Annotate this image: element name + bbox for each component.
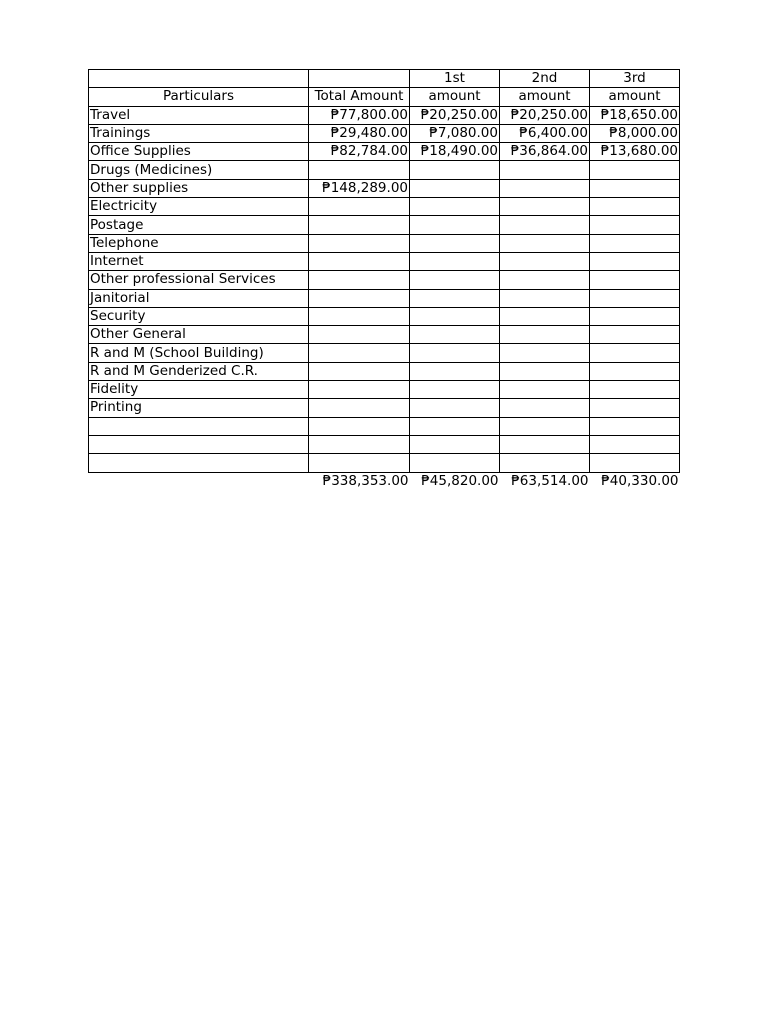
first-total-cell: ₱45,820.00 — [421, 472, 499, 489]
table-row — [89, 161, 680, 179]
total-amount-cell: ₱29,480.00 — [309, 124, 410, 142]
total-amount-cell — [309, 252, 410, 270]
particular-cell: R and M (School Building) — [89, 344, 309, 362]
header-cell — [309, 70, 410, 88]
total-amount-cell — [309, 161, 410, 179]
first-amount-cell — [410, 252, 500, 270]
table-row — [89, 454, 680, 472]
total-amount-cell — [309, 435, 410, 453]
particular-cell: Trainings — [89, 124, 309, 142]
total-amount-cell — [309, 381, 410, 399]
totals-row — [89, 472, 680, 490]
third-amount-cell — [590, 307, 680, 325]
second-amount-cell — [500, 216, 590, 234]
third-amount-cell — [590, 381, 680, 399]
particular-cell: Other professional Services — [89, 271, 309, 289]
particular-cell: Printing — [89, 399, 309, 417]
table-row — [89, 326, 680, 344]
third-amount-cell — [590, 252, 680, 270]
table-row — [89, 234, 680, 252]
particular-cell — [89, 454, 309, 472]
first-amount-cell — [410, 435, 500, 453]
third-amount-cell — [590, 179, 680, 197]
first-amount-cell — [410, 198, 500, 216]
total-amount-cell — [309, 307, 410, 325]
budget-table-body — [89, 70, 680, 490]
particular-cell: Drugs (Medicines) — [89, 161, 309, 179]
first-amount-cell: ₱7,080.00 — [410, 124, 500, 142]
header-row-2 — [89, 88, 680, 106]
header-cell — [89, 70, 309, 88]
particular-cell: Security — [89, 307, 309, 325]
header-cell-total-amount: Total Amount — [309, 88, 410, 106]
grand-total-cell: ₱338,353.00 — [322, 472, 409, 489]
second-amount-cell — [500, 198, 590, 216]
first-amount-cell — [410, 307, 500, 325]
table-row — [89, 216, 680, 234]
total-amount-cell — [309, 344, 410, 362]
third-amount-cell — [590, 344, 680, 362]
total-amount-cell: ₱148,289.00 — [309, 179, 410, 197]
table-row — [89, 399, 680, 417]
table-row — [89, 106, 680, 124]
first-amount-cell — [410, 399, 500, 417]
third-amount-cell — [590, 216, 680, 234]
first-amount-cell — [410, 234, 500, 252]
first-amount-cell — [410, 289, 500, 307]
table-row — [89, 252, 680, 270]
first-amount-cell — [410, 179, 500, 197]
total-amount-cell — [309, 198, 410, 216]
particular-cell: R and M Genderized C.R. — [89, 362, 309, 380]
first-amount-cell — [410, 362, 500, 380]
third-amount-cell — [590, 417, 680, 435]
third-amount-cell: ₱18,650.00 — [590, 106, 680, 124]
particular-cell: Telephone — [89, 234, 309, 252]
second-amount-cell — [500, 344, 590, 362]
header-cell: 1st — [410, 70, 500, 88]
header-cell-particulars: Particulars — [89, 88, 309, 106]
second-amount-cell: ₱6,400.00 — [500, 124, 590, 142]
total-amount-cell — [309, 362, 410, 380]
third-amount-cell — [590, 289, 680, 307]
second-amount-cell — [500, 454, 590, 472]
third-amount-cell — [590, 234, 680, 252]
particular-cell: Postage — [89, 216, 309, 234]
third-amount-cell — [590, 161, 680, 179]
second-amount-cell — [500, 362, 590, 380]
first-amount-cell — [410, 326, 500, 344]
third-amount-cell — [590, 454, 680, 472]
table-row — [89, 435, 680, 453]
second-amount-cell — [500, 271, 590, 289]
total-amount-cell: ₱82,784.00 — [309, 143, 410, 161]
second-amount-cell — [500, 289, 590, 307]
total-amount-cell — [309, 289, 410, 307]
particular-cell: Electricity — [89, 198, 309, 216]
total-amount-cell: ₱77,800.00 — [309, 106, 410, 124]
first-amount-cell: ₱20,250.00 — [410, 106, 500, 124]
table-row — [89, 362, 680, 380]
particular-cell: Office Supplies — [89, 143, 309, 161]
second-amount-cell — [500, 179, 590, 197]
first-amount-cell — [410, 417, 500, 435]
header-cell-first-amount: amount — [410, 88, 500, 106]
total-amount-cell — [309, 216, 410, 234]
second-amount-cell — [500, 161, 590, 179]
table-row — [89, 289, 680, 307]
third-amount-cell — [590, 435, 680, 453]
total-amount-cell — [309, 399, 410, 417]
totals-spacer-cell — [89, 472, 309, 490]
second-amount-cell — [500, 399, 590, 417]
second-amount-cell: ₱36,864.00 — [500, 143, 590, 161]
total-amount-cell — [309, 234, 410, 252]
first-amount-cell — [410, 271, 500, 289]
header-cell: 2nd — [500, 70, 590, 88]
third-amount-cell: ₱13,680.00 — [590, 143, 680, 161]
table-row — [89, 307, 680, 325]
header-row-1 — [89, 70, 680, 88]
budget-table — [88, 69, 680, 490]
table-row — [89, 417, 680, 435]
particular-cell: Travel — [89, 106, 309, 124]
first-amount-cell: ₱18,490.00 — [410, 143, 500, 161]
table-row — [89, 198, 680, 216]
first-amount-cell — [410, 216, 500, 234]
header-cell: 3rd — [590, 70, 680, 88]
table-row — [89, 381, 680, 399]
second-amount-cell: ₱20,250.00 — [500, 106, 590, 124]
second-amount-cell — [500, 307, 590, 325]
particular-cell: Other supplies — [89, 179, 309, 197]
second-amount-cell — [500, 252, 590, 270]
first-amount-cell — [410, 381, 500, 399]
third-amount-cell: ₱8,000.00 — [590, 124, 680, 142]
third-amount-cell — [590, 198, 680, 216]
particular-cell: Other General — [89, 326, 309, 344]
particular-cell: Fidelity — [89, 381, 309, 399]
table-row — [89, 143, 680, 161]
total-amount-cell — [309, 454, 410, 472]
second-amount-cell — [500, 435, 590, 453]
table-row — [89, 179, 680, 197]
total-amount-cell — [309, 326, 410, 344]
total-amount-cell — [309, 417, 410, 435]
header-cell-third-amount: amount — [590, 88, 680, 106]
particular-cell — [89, 435, 309, 453]
particular-cell: Janitorial — [89, 289, 309, 307]
third-amount-cell — [590, 326, 680, 344]
table-row — [89, 124, 680, 142]
table-row — [89, 344, 680, 362]
first-amount-cell — [410, 161, 500, 179]
third-amount-cell — [590, 399, 680, 417]
second-amount-cell — [500, 417, 590, 435]
particular-cell — [89, 417, 309, 435]
total-amount-cell — [309, 271, 410, 289]
second-amount-cell — [500, 381, 590, 399]
header-cell-second-amount: amount — [500, 88, 590, 106]
second-amount-cell — [500, 234, 590, 252]
second-amount-cell — [500, 326, 590, 344]
first-amount-cell — [410, 454, 500, 472]
third-amount-cell — [590, 271, 680, 289]
first-amount-cell — [410, 344, 500, 362]
third-total-cell: ₱40,330.00 — [601, 472, 679, 489]
particular-cell: Internet — [89, 252, 309, 270]
table-row — [89, 271, 680, 289]
second-total-cell: ₱63,514.00 — [511, 472, 589, 489]
third-amount-cell — [590, 362, 680, 380]
